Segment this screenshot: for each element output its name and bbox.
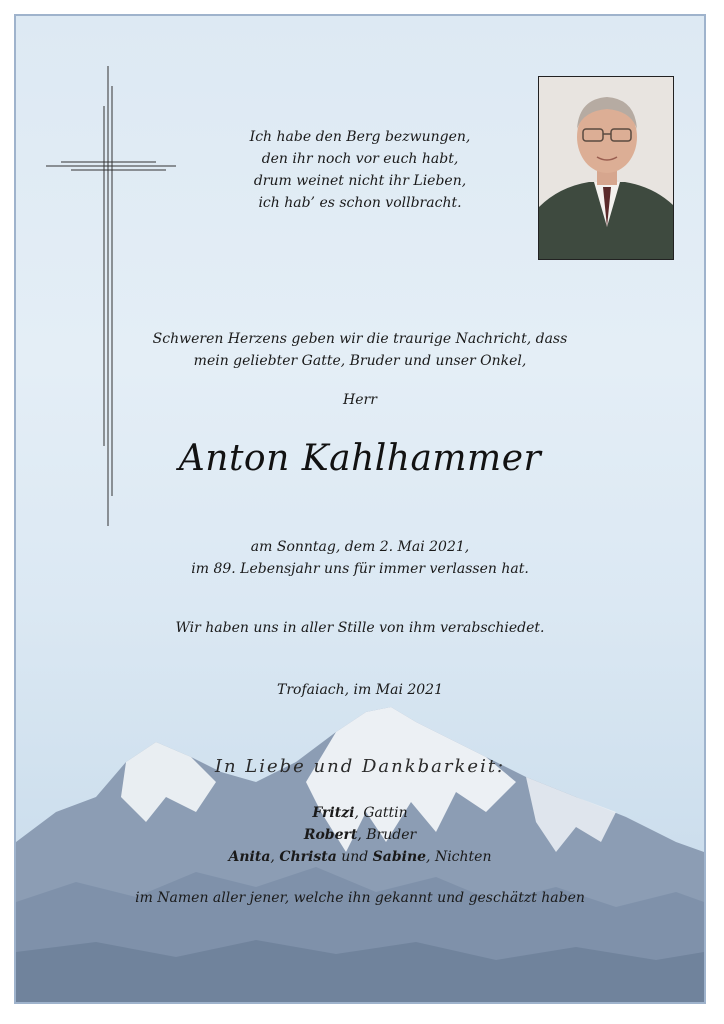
separator: , [270,849,280,865]
announcement [16,328,704,372]
death-notice-line: im 89. Lebensjahr uns für immer verlassen hat. [191,561,529,577]
family-role: , Nichten [426,849,492,865]
family-member-nieces [16,846,704,868]
family-list [16,802,704,868]
love-heading: In Liebe und Dankbarkeit: [214,756,506,777]
salutation: Herr [343,392,377,408]
poem-line: ich hab’ es schon vollbracht. [258,195,462,211]
family-role: , Bruder [357,827,417,843]
family-name: Sabine [372,849,427,865]
poem [16,126,704,214]
announcement-line: Schweren Herzens geben wir die traurige Nachricht, dass [152,331,568,347]
family-role: , Gattin [354,805,408,821]
death-notice [16,536,704,580]
family-member-wife [16,802,704,824]
farewell-text: Wir haben uns in aller Stille von ihm verabschiedet. [175,620,545,636]
separator: und [336,849,373,865]
family-name: Robert [303,827,358,843]
family-name: Christa [279,849,337,865]
announcement-line: mein geliebter Gatte, Bruder und unser Onkel, [193,353,527,369]
closing-text: im Namen aller jener, welche ihn gekannt und geschätzt haben [135,890,585,906]
family-member-brother [16,824,704,846]
poem-line: den ihr noch vor euch habt, [261,151,459,167]
death-notice-line: am Sonntag, dem 2. Mai 2021, [250,539,470,555]
family-name: Fritzi [312,805,355,821]
family-name: Anita [228,849,271,865]
poem-line: drum weinet nicht ihr Lieben, [253,173,467,189]
deceased-name: Anton Kahlhammer [178,438,542,479]
poem-line: Ich habe den Berg bezwungen, [249,129,471,145]
place-date: Trofaiach, im Mai 2021 [276,682,443,698]
obituary-card [14,14,706,1004]
